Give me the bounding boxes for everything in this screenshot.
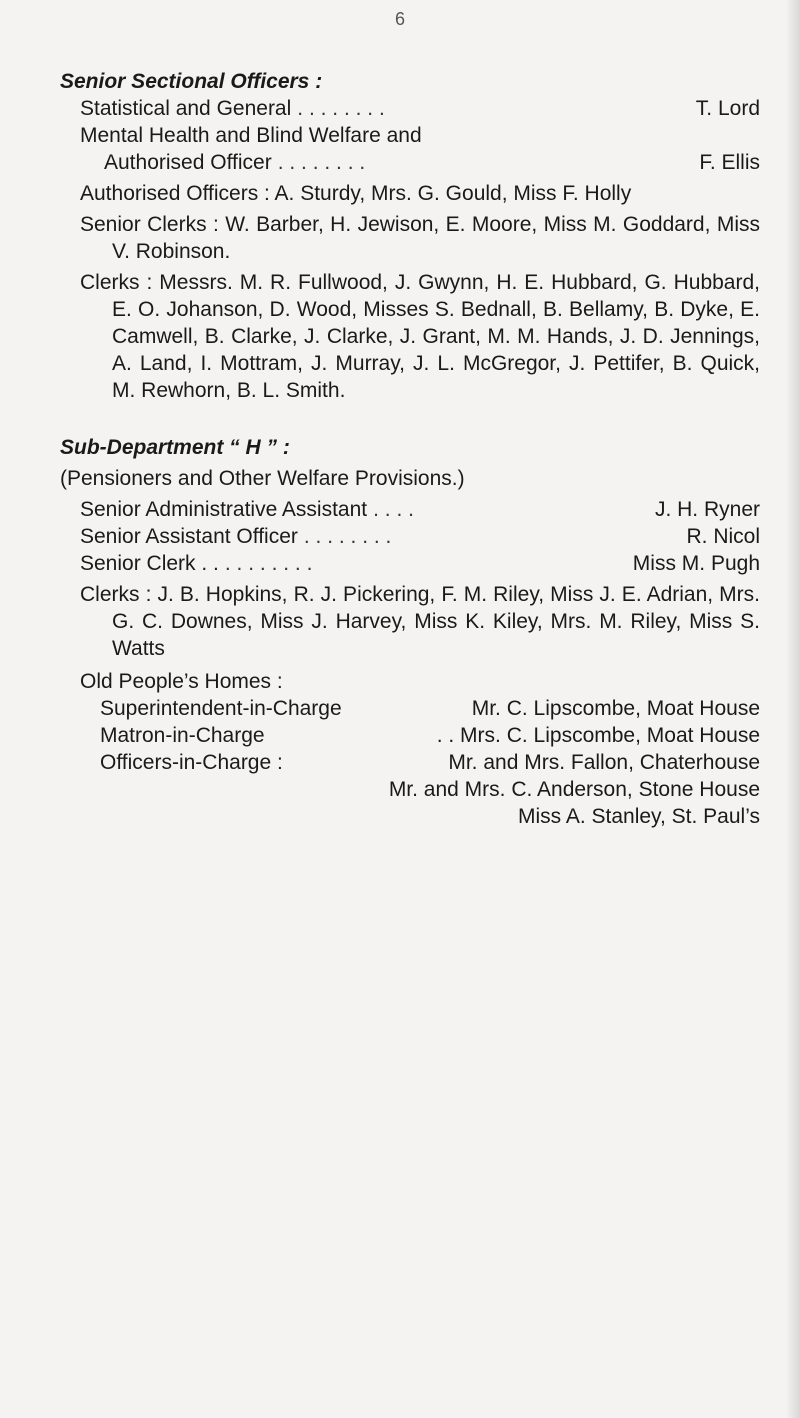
homes-row-value: . . Mrs. C. Lipscombe, Moat House <box>436 724 760 747</box>
homes-row-continuation: Mr. and Mrs. C. Anderson, Stone House <box>388 778 760 801</box>
homes-row-label: Matron-in-Charge <box>100 724 265 747</box>
homes-heading: Old People’s Homes : <box>80 670 283 693</box>
senior-clerks-paragraph: Senior Clerks : W. Barber, H. Jewison, E. Moore, Miss M. Goddard, Miss V. Robinson. <box>80 213 760 263</box>
mental-health-line: Mental Health and Blind Welfare and <box>80 124 422 147</box>
sub-clerks-paragraph: Clerks : J. B. Hopkins, R. J. Pickering, F. M. Riley, Miss J. E. Adrian, Mrs. G. C. Downes, Miss J. Harvey, Miss K. Kiley, Mrs. M. Riley, Miss S. Watts <box>80 583 760 660</box>
homes-row-officers <box>80 749 760 776</box>
statistical-row <box>60 95 760 122</box>
authorised-officers-line: Authorised Officers : A. Sturdy, Mrs. G. Gould, Miss F. Holly <box>80 182 632 205</box>
staff-row-name: Miss M. Pugh <box>632 552 760 575</box>
staff-row-name: J. H. Ryner <box>654 498 760 521</box>
statistical-label: Statistical and General <box>80 97 292 120</box>
senior-sectional-heading: Senior Sectional Officers : <box>60 70 323 93</box>
homes-row-matron <box>80 722 760 749</box>
staff-row <box>60 550 760 577</box>
section-gap <box>60 404 760 434</box>
page-number: 6 <box>394 9 405 29</box>
homes-row-label: Superintendent-in-Charge <box>100 697 342 720</box>
leader-dots: . . . . <box>373 498 414 521</box>
authorised-officer-label: Authorised Officer <box>104 151 272 174</box>
sub-department-heading: Sub-Department “ H ” : <box>60 436 290 459</box>
sub-department-subtitle: (Pensioners and Other Welfare Provisions.) <box>60 467 465 490</box>
homes-row-label: Officers-in-Charge : <box>100 751 283 774</box>
staff-row <box>60 523 760 550</box>
staff-row <box>60 496 760 523</box>
page-edge-shadow <box>786 0 800 1418</box>
leader-dots: . . . . . . . . <box>224 552 313 575</box>
homes-row-value: Mr. C. Lipscombe, Moat House <box>471 697 760 720</box>
homes-row-superintendent <box>80 695 760 722</box>
staff-row-label: Senior Clerk . . <box>80 552 219 575</box>
statistical-name: T. Lord <box>695 97 760 120</box>
leader-dots: . . . . . . . . <box>303 525 392 548</box>
staff-row-label: Senior Administrative Assistant <box>80 498 368 521</box>
authorised-officer-row <box>60 149 760 176</box>
homes-list <box>60 695 760 830</box>
homes-row-value: Mr. and Mrs. Fallon, Chaterhouse <box>448 751 760 774</box>
homes-row-continuation: Miss A. Stanley, St. Paul’s <box>518 805 760 828</box>
leader-dots: . . . . . . . . <box>297 97 385 120</box>
staff-row-label: Senior Assistant Officer <box>80 525 298 548</box>
authorised-officer-name: F. Ellis <box>699 151 760 174</box>
leader-dots: . . . . . . . . <box>277 151 366 174</box>
clerks-paragraph: Clerks : Messrs. M. R. Fullwood, J. Gwynn, H. E. Hubbard, G. Hubbard, E. O. Johanson, D. Wood, Misses S. Bednall, B. Bellamy, B. Dyke, E. Camwell, B. Clarke, J. Clarke, J. Grant, M. M. Hands, J. D. Jennings, A. Land, I. Mottram, J. Murray, J. L. McGregor, J. Pettifer, B. Quick, M. Rewhorn, B. L. Smith. <box>80 271 760 402</box>
document-body <box>60 68 760 830</box>
staff-row-name: R. Nicol <box>686 525 760 548</box>
